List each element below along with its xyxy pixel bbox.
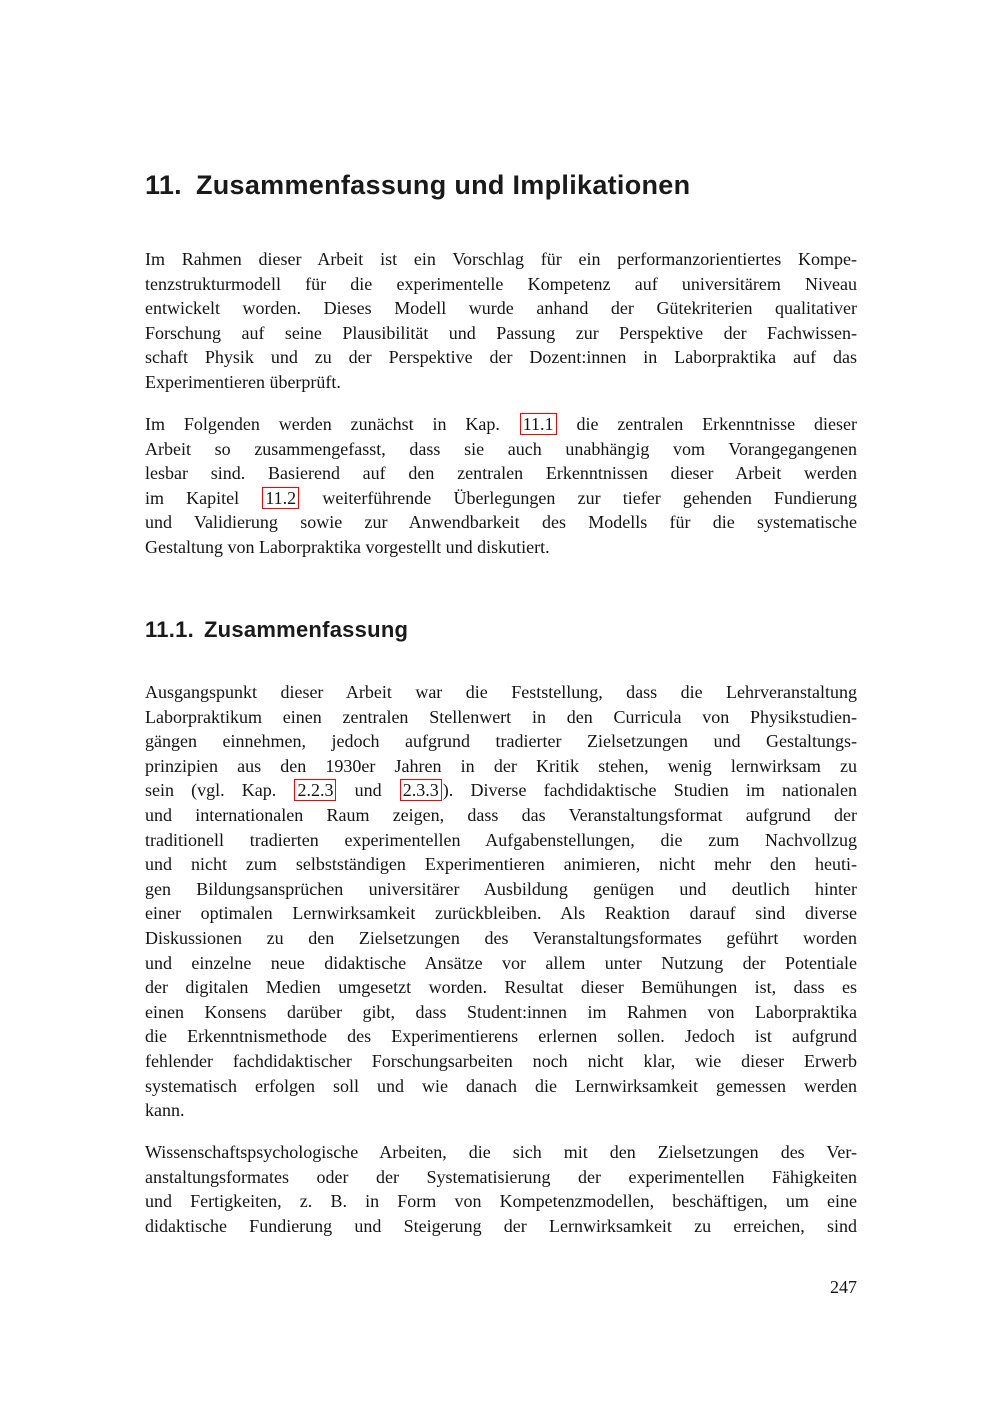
text-line: und Validierung sowie zur Anwendbarkeit des Modells für die systematische <box>145 512 857 533</box>
text-line: im Kapitel 11.2 weiterführende Überlegungen zur tiefer gehenden Fundierung <box>145 487 857 508</box>
paragraph <box>145 680 857 1123</box>
text-line: lesbar sind. Basierend auf den zentralen Erkenntnissen dieser Arbeit werden <box>145 463 857 484</box>
text-line: Wissenschaftspsychologische Arbeiten, die sich mit den Zielsetzungen des Ver- <box>145 1142 857 1162</box>
paragraph <box>145 1140 857 1238</box>
text-line: einer optimalen Lernwirksamkeit zurückbleiben. Als Reaktion darauf sind diverse <box>145 903 857 924</box>
chapter-heading <box>145 168 885 202</box>
text-line: der digitalen Medien umgesetzt worden. Resultat dieser Bemühungen ist, dass es <box>145 977 857 998</box>
cross-reference-link[interactable]: 2.3.3 <box>400 779 442 801</box>
text-line: gen Bildungsansprüchen universitärer Ausbildung genügen und deutlich hinter <box>145 878 857 899</box>
text-line: schaft Physik und zu der Perspektive der Dozent:innen in Laborpraktika auf das <box>145 347 857 368</box>
text-line: anstaltungsformates oder der Systematisierung der experimentellen Fähigkeiten <box>145 1166 857 1187</box>
text-line: kann. <box>145 1100 185 1121</box>
text-line: Arbeit so zusammengefasst, dass sie auch unabhängig vom Vorangegangenen <box>145 438 857 459</box>
text-line: systematisch erfolgen soll und wie danach die Lernwirksamkeit gemessen werden <box>145 1075 857 1096</box>
chapter-number: 11. <box>145 170 182 200</box>
text-line: Forschung auf seine Plausibilität und Passung zur Perspektive der Fachwissen- <box>145 322 857 343</box>
text-line: und Fertigkeiten, z. B. in Form von Kompetenzmodellen, beschäftigen, um eine <box>145 1191 857 1212</box>
text-line: Diskussionen zu den Zielsetzungen des Veranstaltungsformates geführt worden <box>145 927 857 948</box>
cross-reference-link[interactable]: 11.1 <box>520 413 557 435</box>
page-number: 247 <box>830 1277 857 1297</box>
paragraph <box>145 247 857 395</box>
text-line: Im Rahmen dieser Arbeit ist ein Vorschlag für ein performanzorientiertes Kompe- <box>145 249 857 269</box>
chapter-title: Zusammenfassung und Implikationen <box>195 170 691 200</box>
text-line: und einzelne neue didaktische Ansätze vor allem unter Nutzung der Potentiale <box>145 952 857 973</box>
text-line: einen Konsens darüber gibt, dass Student:innen im Rahmen von Laborpraktika <box>145 1001 857 1022</box>
text-line: didaktische Fundierung und Steigerung der Lernwirksamkeit zu erreichen, sind <box>145 1215 857 1236</box>
text-line: Experimentieren überprüft. <box>145 371 341 392</box>
paragraph <box>145 412 857 560</box>
section-heading <box>145 616 885 644</box>
text-line: Ausgangspunkt dieser Arbeit war die Feststellung, dass die Lehrveranstaltung <box>145 682 857 702</box>
text-line: entwickelt worden. Dieses Modell wurde anhand der Gütekriterien qualitativer <box>145 298 857 319</box>
section-number: 11.1. <box>145 617 194 642</box>
cross-reference-link[interactable]: 2.2.3 <box>294 779 336 801</box>
text-line: gängen einnehmen, jedoch aufgrund tradierter Zielsetzungen und Gestaltungs- <box>145 731 857 752</box>
text-line: Im Folgenden werden zunächst in Kap. 11.1 die zentralen Erkenntnisse dieser <box>145 414 857 434</box>
text-line: traditionell tradierten experimentellen Aufgabenstellungen, die zum Nachvollzug <box>145 829 857 850</box>
text-line: fehlender fachdidaktischer Forschungsarbeiten noch nicht klar, wie dieser Erwerb <box>145 1050 857 1071</box>
text-line: und nicht zum selbstständigen Experimentieren animieren, nicht mehr den heuti- <box>145 854 857 875</box>
text-line: sein (vgl. Kap. 2.2.3 und 2.3.3 ). Diverse fachdidaktische Studien im nationalen <box>145 780 857 801</box>
section-title: Zusammenfassung <box>203 617 409 642</box>
text-line: prinzipien aus den 1930er Jahren in der Kritik stehen, wenig lernwirksam zu <box>145 755 857 776</box>
text-line: tenzstrukturmodell für die experimentelle Kompetenz auf universitärem Niveau <box>145 273 857 294</box>
cross-reference-link[interactable]: 11.2 <box>262 487 299 509</box>
text-line: die Erkenntnismethode des Experimentierens erlernen sollen. Jedoch ist aufgrund <box>145 1026 857 1047</box>
text-line: und internationalen Raum zeigen, dass das Veranstaltungsformat aufgrund der <box>145 804 857 825</box>
text-line: Gestaltung von Laborpraktika vorgestellt und diskutiert. <box>145 536 550 557</box>
text-line: Laborpraktikum einen zentralen Stellenwert in den Curricula von Physikstudien- <box>145 706 857 727</box>
